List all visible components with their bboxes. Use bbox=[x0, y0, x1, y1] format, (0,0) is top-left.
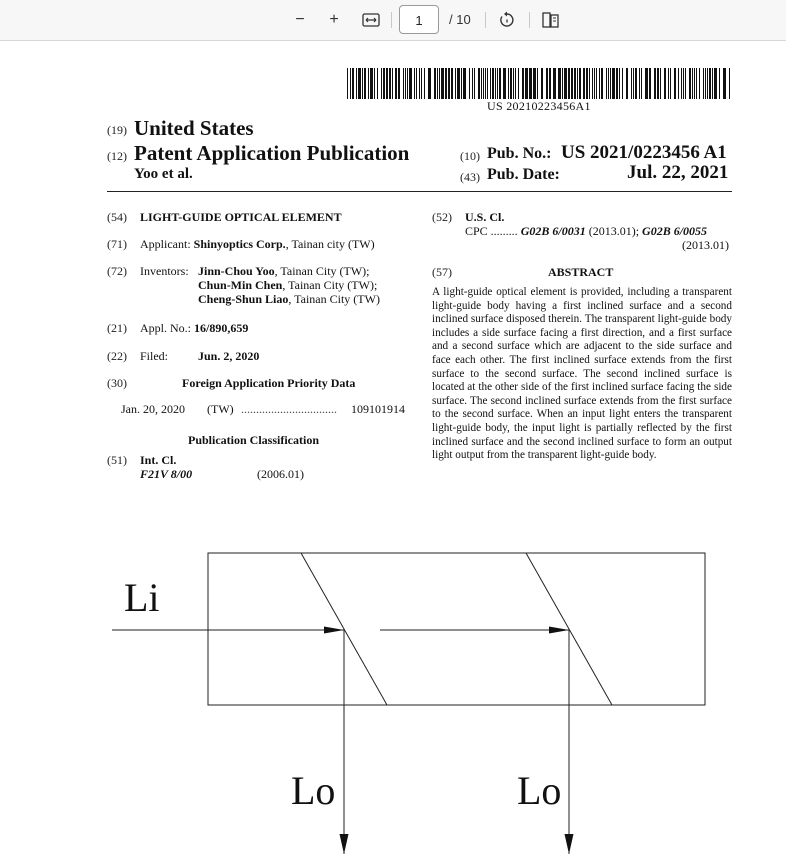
cpc-code-2: G02B 6/0055 bbox=[642, 224, 708, 238]
barcode-bar bbox=[719, 68, 720, 99]
inventor-1-location: , Tainan City (TW); bbox=[274, 264, 370, 278]
barcode-bar bbox=[696, 68, 697, 99]
barcode-bar bbox=[678, 68, 679, 99]
priority-heading: Foreign Application Priority Data bbox=[182, 376, 356, 390]
barcode-bar bbox=[568, 68, 570, 99]
barcode-bar bbox=[398, 68, 400, 99]
barcode bbox=[347, 68, 732, 99]
priority-country: (TW) bbox=[207, 402, 234, 416]
barcode-bar bbox=[562, 68, 563, 99]
applicant-label: Applicant: bbox=[140, 237, 191, 251]
barcode-bar bbox=[508, 68, 509, 99]
barcode-bar bbox=[481, 68, 482, 99]
barcode-bar bbox=[689, 68, 691, 99]
barcode-bar bbox=[639, 68, 640, 99]
barcode-bar bbox=[428, 68, 431, 99]
code-71: (71) bbox=[107, 237, 127, 251]
inventor-2-name: Chun-Min Chen bbox=[198, 278, 283, 292]
zoom-out-button[interactable]: − bbox=[295, 11, 305, 28]
barcode-bar bbox=[495, 68, 496, 99]
barcode-bar bbox=[483, 68, 484, 99]
barcode-bar bbox=[392, 68, 393, 99]
barcode-bar bbox=[451, 68, 453, 99]
rotate-icon bbox=[498, 11, 516, 29]
code-19: (19) bbox=[107, 123, 127, 137]
barcode-bar bbox=[362, 68, 363, 99]
fit-width-icon bbox=[362, 13, 380, 27]
inventor-2 bbox=[198, 278, 377, 293]
pub-date: Jul. 22, 2021 bbox=[627, 162, 729, 183]
barcode-bar bbox=[703, 68, 704, 99]
barcode-bar bbox=[599, 68, 600, 99]
barcode-bar bbox=[445, 68, 447, 99]
page-view-button[interactable] bbox=[540, 8, 562, 32]
barcode-bar bbox=[364, 68, 366, 99]
barcode-bar bbox=[503, 68, 506, 99]
barcode-bar bbox=[416, 68, 417, 99]
barcode-bar bbox=[469, 68, 470, 99]
barcode-bar bbox=[541, 68, 543, 99]
light-guide-figure bbox=[0, 521, 786, 858]
code-57: (57) bbox=[432, 265, 452, 279]
priority-dots: ................................ bbox=[241, 402, 337, 416]
code-21: (21) bbox=[107, 321, 127, 335]
barcode-bar bbox=[571, 68, 573, 99]
barcode-bar bbox=[485, 68, 486, 99]
code-51: (51) bbox=[107, 453, 127, 467]
barcode-bar bbox=[589, 68, 590, 99]
barcode-bar bbox=[515, 68, 516, 99]
barcode-bar bbox=[497, 68, 498, 99]
barcode-bar bbox=[660, 68, 661, 99]
barcode-bar bbox=[699, 68, 700, 99]
pub-no-label: Pub. No.: bbox=[487, 145, 552, 162]
barcode-bar bbox=[463, 68, 466, 99]
toolbar-separator bbox=[391, 12, 392, 28]
barcode-bar bbox=[668, 68, 669, 99]
barcode-bar bbox=[533, 68, 536, 99]
barcode-bar bbox=[564, 68, 567, 99]
barcode-bar bbox=[596, 68, 597, 99]
barcode-bar bbox=[546, 68, 548, 99]
light-guide-body bbox=[208, 553, 705, 705]
barcode-bar bbox=[407, 68, 408, 99]
code-54: (54) bbox=[107, 210, 127, 224]
applicant-name: Shinyoptics Corp. bbox=[193, 237, 286, 251]
code-72: (72) bbox=[107, 264, 127, 278]
applicant-location: , Tainan city (TW) bbox=[285, 237, 375, 251]
barcode-bar bbox=[705, 68, 706, 99]
barcode-bar bbox=[414, 68, 415, 99]
barcode-bar bbox=[478, 68, 480, 99]
barcode-number: US 20210223456A1 bbox=[487, 99, 591, 113]
barcode-bar bbox=[681, 68, 682, 99]
priority-number: 109101914 bbox=[351, 402, 405, 416]
inventor-3 bbox=[198, 292, 380, 307]
barcode-bar bbox=[619, 68, 620, 99]
barcode-bar bbox=[405, 68, 406, 99]
barcode-bar bbox=[350, 68, 351, 99]
barcode-bar bbox=[645, 68, 648, 99]
code-30: (30) bbox=[107, 376, 127, 390]
barcode-bar bbox=[455, 68, 456, 99]
barcode-bar bbox=[649, 68, 651, 99]
barcode-bar bbox=[707, 68, 708, 99]
barcode-bar bbox=[457, 68, 460, 99]
barcode-bar bbox=[352, 68, 354, 99]
barcode-bar bbox=[474, 68, 475, 99]
inventor-3-name: Cheng-Shun Liao bbox=[198, 292, 289, 306]
int-cl-year: (2006.01) bbox=[257, 467, 304, 481]
barcode-bar bbox=[403, 68, 404, 99]
code-10: (10) bbox=[460, 149, 480, 163]
barcode-bar bbox=[347, 68, 348, 99]
barcode-bar bbox=[389, 68, 391, 99]
filed-date: Jun. 2, 2020 bbox=[198, 349, 260, 363]
barcode-bar bbox=[683, 68, 684, 99]
barcode-bar bbox=[641, 68, 642, 99]
barcode-bar bbox=[626, 68, 628, 99]
abstract-heading: ABSTRACT bbox=[548, 265, 614, 279]
barcode-bar bbox=[441, 68, 444, 99]
page-view-icon bbox=[542, 12, 560, 28]
authors: Yoo et al. bbox=[134, 166, 193, 182]
barcode-bar bbox=[592, 68, 593, 99]
abstract-text: A light-guide optical element is provided, including a transparent light-guide body having a first inclined surface and a second inclined surface disposed therein. The transparent light-guide body includes a side surface facing a first direction, and a first surface and a second surface which are adjacent to the side surface and face each other. The first inclined surface extends from the first surface to the second surface. The second inclined surface is located at the other side of the first inclined surface facing the side surface. The second inclined surface extends from the first surface to the second surface. When an input light enters the transparent light-guide body, the input light is partially reflected by the first inclined surface and the second inclined surface to form an output light output from the transparent light-guide body. bbox=[432, 286, 732, 462]
barcode-bar bbox=[612, 68, 615, 99]
barcode-bar bbox=[709, 68, 711, 99]
pdf-page bbox=[0, 41, 786, 858]
fit-width-button[interactable] bbox=[360, 8, 382, 32]
cpc-code-1: G02B 6/0031 bbox=[520, 224, 586, 238]
priority-date: Jan. 20, 2020 bbox=[121, 402, 185, 416]
applicant-line bbox=[140, 237, 375, 252]
code-52: (52) bbox=[432, 210, 452, 224]
barcode-bar bbox=[558, 68, 561, 99]
barcode-bar bbox=[635, 68, 637, 99]
us-cl-label: U.S. Cl. bbox=[465, 210, 505, 224]
barcode-bar bbox=[657, 68, 659, 99]
barcode-bar bbox=[610, 68, 611, 99]
barcode-bar bbox=[664, 68, 666, 99]
input-light-label: Li bbox=[124, 575, 160, 620]
barcode-bar bbox=[434, 68, 436, 99]
inventors-label: Inventors: bbox=[140, 264, 189, 278]
rotate-button[interactable] bbox=[496, 8, 518, 32]
appl-no: 16/890,659 bbox=[194, 321, 249, 335]
barcode-bar bbox=[583, 68, 585, 99]
invention-title: LIGHT-GUIDE OPTICAL ELEMENT bbox=[140, 210, 342, 224]
barcode-bar bbox=[424, 68, 425, 99]
barcode-bar bbox=[723, 68, 726, 99]
barcode-bar bbox=[472, 68, 473, 99]
barcode-bar bbox=[577, 68, 578, 99]
barcode-bar bbox=[386, 68, 388, 99]
barcode-bar bbox=[421, 68, 422, 99]
cpc-year-2: (2013.01) bbox=[682, 238, 729, 252]
barcode-bar bbox=[370, 68, 373, 99]
cpc-year-1: (2013.01); bbox=[585, 224, 643, 238]
barcode-bar bbox=[608, 68, 609, 99]
barcode-bar bbox=[513, 68, 514, 99]
cpc-label: CPC ......... bbox=[465, 224, 518, 238]
pub-date-label: Pub. Date: bbox=[487, 166, 560, 183]
inventor-1 bbox=[198, 264, 370, 279]
barcode-bar bbox=[594, 68, 595, 99]
barcode-bar bbox=[439, 68, 440, 99]
barcode-bar bbox=[574, 68, 576, 99]
barcode-bar bbox=[616, 68, 618, 99]
barcode-bar bbox=[383, 68, 385, 99]
barcode-bar bbox=[510, 68, 512, 99]
pub-no: US 2021/0223456 A1 bbox=[561, 142, 727, 163]
barcode-bar bbox=[579, 68, 581, 99]
barcode-bar bbox=[437, 68, 438, 99]
barcode-bar bbox=[529, 68, 532, 99]
barcode-bar bbox=[586, 68, 588, 99]
barcode-bar bbox=[654, 68, 656, 99]
int-cl-code: F21V 8/00 bbox=[140, 467, 193, 481]
zoom-in-button[interactable]: + bbox=[329, 11, 339, 28]
appl-no-line bbox=[140, 321, 248, 336]
barcode-bar bbox=[492, 68, 494, 99]
code-43: (43) bbox=[460, 170, 480, 184]
barcode-bar bbox=[537, 68, 538, 99]
barcode-bar bbox=[674, 68, 676, 99]
barcode-bar bbox=[461, 68, 462, 99]
barcode-bar bbox=[549, 68, 551, 99]
page-total: / 10 bbox=[449, 12, 471, 27]
output-light-label-1: Lo bbox=[291, 768, 336, 813]
publication-type: Patent Application Publication bbox=[134, 141, 410, 165]
barcode-bar bbox=[374, 68, 375, 99]
barcode-bar bbox=[518, 68, 519, 99]
int-cl-label: Int. Cl. bbox=[140, 453, 177, 467]
barcode-bar bbox=[419, 68, 420, 99]
barcode-bar bbox=[712, 68, 713, 99]
barcode-bar bbox=[670, 68, 671, 99]
barcode-bar bbox=[358, 68, 361, 99]
appl-no-label: Appl. No.: bbox=[140, 321, 191, 335]
barcode-bar bbox=[525, 68, 528, 99]
barcode-bar bbox=[694, 68, 695, 99]
toolbar-separator bbox=[529, 12, 530, 28]
barcode-bar bbox=[381, 68, 382, 99]
country: United States bbox=[134, 116, 254, 140]
toolbar-separator bbox=[485, 12, 486, 28]
barcode-bar bbox=[631, 68, 632, 99]
barcode-bar bbox=[395, 68, 397, 99]
barcode-bar bbox=[522, 68, 524, 99]
barcode-bar bbox=[377, 68, 378, 99]
inventor-3-location: , Tainan City (TW) bbox=[288, 292, 380, 306]
header-rule bbox=[107, 191, 732, 192]
inventor-1-name: Jinn-Chou Yoo bbox=[198, 264, 275, 278]
code-22: (22) bbox=[107, 349, 127, 363]
output-light-label-2: Lo bbox=[517, 768, 562, 813]
filed-label: Filed: bbox=[140, 349, 169, 363]
inventor-2-location: , Tainan City (TW); bbox=[282, 278, 378, 292]
barcode-bar bbox=[622, 68, 623, 99]
barcode-bar bbox=[356, 68, 357, 99]
barcode-bar bbox=[729, 68, 730, 99]
barcode-bar bbox=[553, 68, 556, 99]
cpc-line bbox=[465, 224, 707, 239]
barcode-bar bbox=[409, 68, 412, 99]
barcode-bar bbox=[601, 68, 603, 99]
barcode-bar bbox=[692, 68, 693, 99]
barcode-bar bbox=[685, 68, 686, 99]
barcode-bar bbox=[633, 68, 634, 99]
barcode-bar bbox=[448, 68, 450, 99]
page-number-input[interactable]: 1 bbox=[399, 5, 439, 34]
barcode-bar bbox=[499, 68, 501, 99]
barcode-bar bbox=[490, 68, 491, 99]
code-12: (12) bbox=[107, 149, 127, 163]
barcode-bar bbox=[487, 68, 488, 99]
barcode-bar bbox=[368, 68, 369, 99]
publication-classification-heading: Publication Classification bbox=[188, 433, 320, 447]
pdf-toolbar bbox=[0, 0, 786, 41]
barcode-bar bbox=[606, 68, 607, 99]
barcode-bar bbox=[714, 68, 717, 99]
